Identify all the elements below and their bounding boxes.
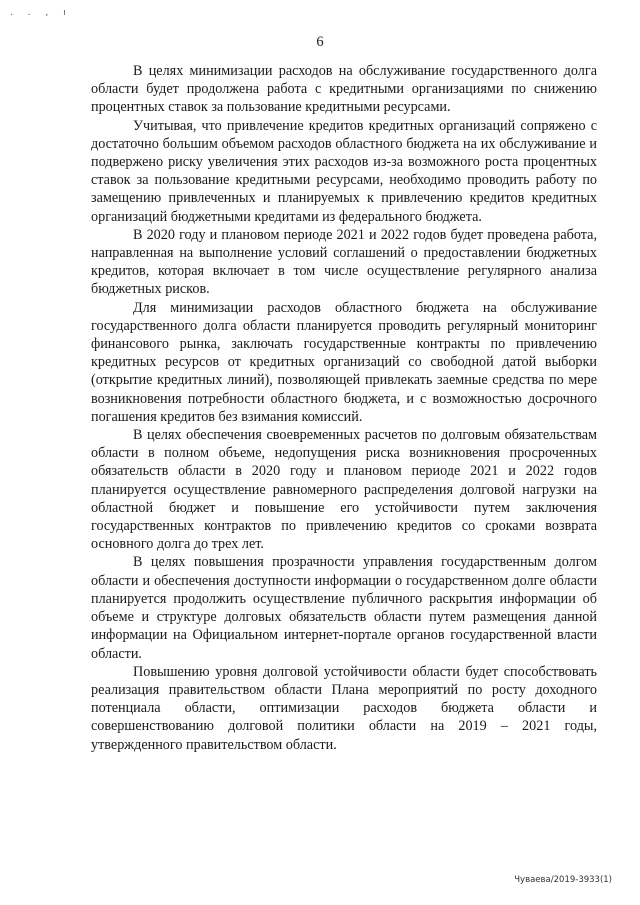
paragraph-1: В целях минимизации расходов на обслуживание государственного долга области будет продолжена работа с кредитными организациями по снижению процентных ставок за пользование кредитными ресурсами. xyxy=(91,63,597,116)
scan-corner-marks: . . , ı xyxy=(10,8,72,18)
paragraph-7: Повышению уровня долговой устойчивости области будет способствовать реализация правительством области Плана мероприятий по росту доходного потенциала области, оптимизации расходов бюджета области и совершенствованию долговой политики области на 2019 – 2021 годы, утвержденного правительством области. xyxy=(91,663,597,753)
paragraph-4: Для минимизации расходов областного бюджета на обслуживание государственного долга области планируется проводить регулярный мониторинг финансового рынка, заключать государственные контракты по привлечению кредитных ресурсов от кредитных организаций со свободной датой выборки (открытие кредитных линий), позволяющей привлекать заемные средства по мере возникновения потребности областного бюджета, и с возможностью досрочного погашения кредитов без взимания комиссий. xyxy=(91,299,597,425)
paragraph-6: В целях повышения прозрачности управления государственным долгом области и обеспечения доступности информации о государственном долге области планируется продолжить осуществление публичного раскрытия информации об объеме и структуре долговых обязательств области путем размещения данной информации на Официальном интернет-портале органов государственной власти области. xyxy=(91,554,597,662)
paragraph-5: В целях обеспечения своевременных расчетов по долговым обязательствам области в полном объеме, недопущения риска возникновения просроченных обязательств области в 2020 году и плановом периоде 2021 и 2022 годов планируется осуществление равномерного распределения долговой нагрузки на областной бюджет и повышение его устойчивости путем заключения государственных контрактов по привлечению кредитов со сроками возврата основного долга до трех лет. xyxy=(91,427,597,553)
paragraph-3: В 2020 году и плановом периоде 2021 и 2022 годов будет проведена работа, направленная на выполнение условий соглашений о предоставлении бюджетных кредитов, которая включает в том числе осуществление регулярного анализа бюджетных рисков. xyxy=(91,226,597,298)
page-number: 6 xyxy=(316,34,324,50)
paragraph-2: Учитывая, что привлечение кредитов кредитных организаций сопряжено с достаточно большим объемом расходов областного бюджета на их обслуживание и подвержено риску увеличения этих расходов из-за возможного роста процентных ставок за пользование кредитными ресурсами, необходимо проводить работу по замещению привлеченных и планируемых к привлечению кредитов кредитных организаций бюджетными кредитами из федерального бюджета. xyxy=(91,117,597,225)
document-reference: Чуваева/2019-3933(1) xyxy=(514,875,612,885)
document-body xyxy=(91,62,597,754)
